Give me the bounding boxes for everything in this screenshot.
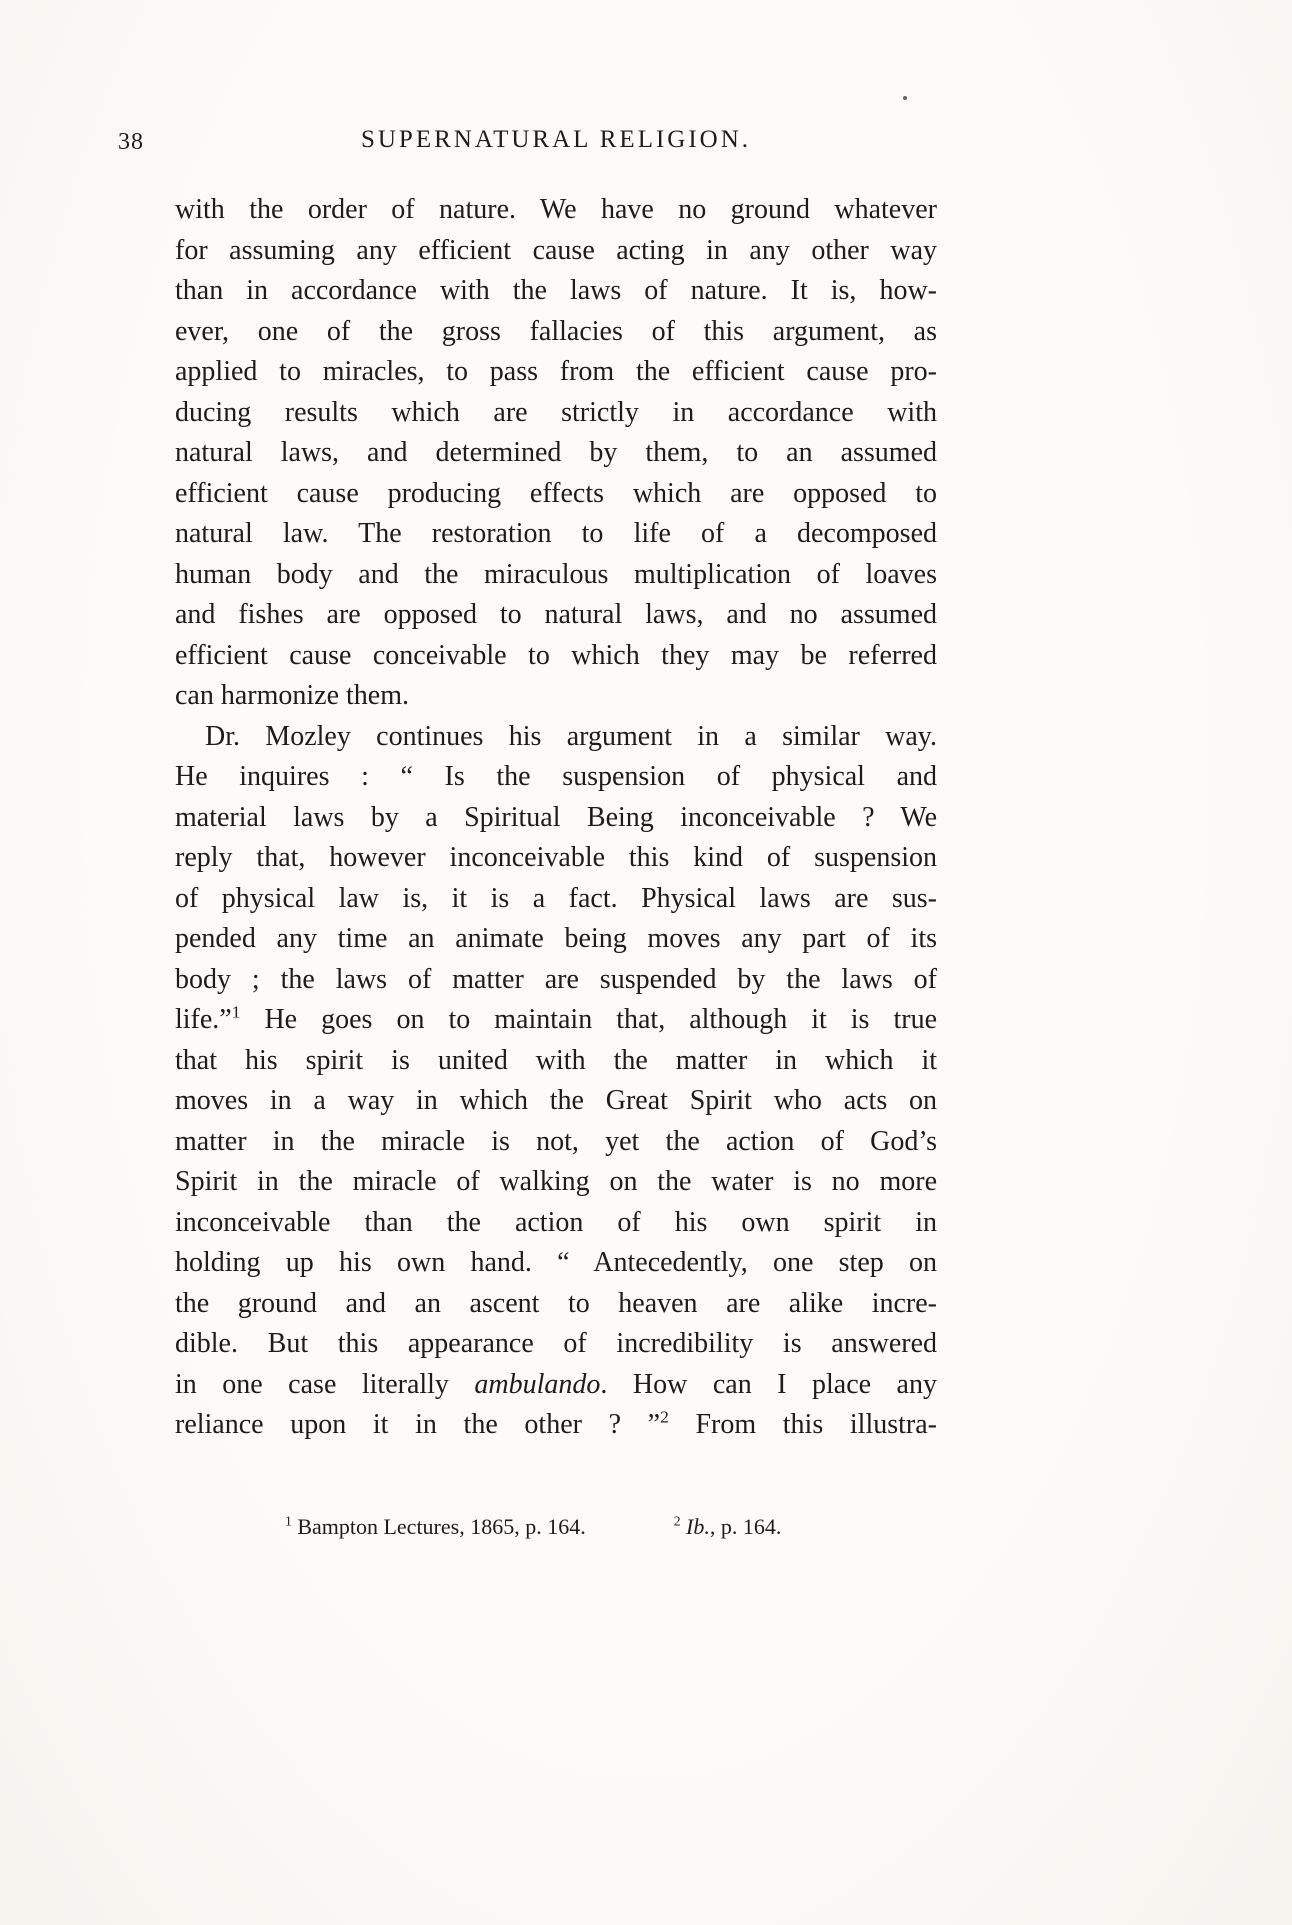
text-line: human body and the miraculous multiplication of loaves: [175, 558, 937, 590]
text-line: inconceivable than the action of his own spirit in: [175, 1206, 937, 1238]
text-line: body ; the laws of matter are suspended by the laws of: [175, 963, 937, 995]
page-number: 38: [118, 129, 144, 155]
text-line: of physical law is, it is a fact. Physical laws are sus-: [175, 882, 937, 914]
text-line: can harmonize them.: [175, 680, 410, 711]
text-line: material laws by a Spiritual Being inconceivable ? We: [175, 801, 937, 833]
text-line: matter in the miracle is not, yet the action of God’s: [175, 1125, 937, 1157]
footnote-1: $^1$ Bampton Lectures, 1865, p. 164.: [285, 1513, 586, 1539]
text-line: the ground and an ascent to heaven are alike incre-: [175, 1287, 937, 1319]
text-line: applied to miracles, to pass from the efficient cause pro-: [175, 356, 937, 387]
text-line: holding up his own hand. “ Antecedently, one step on: [175, 1247, 937, 1278]
text-line: moves in a way in which the Great Spirit who acts on: [175, 1085, 937, 1116]
text-line: efficient cause producing effects which are opposed to: [175, 477, 937, 509]
text-line: Spirit in the miracle of walking on the water is no more: [175, 1166, 937, 1197]
text-line: dible. But this appearance of incredibility is answered: [175, 1328, 937, 1359]
text-line: ducing results which are strictly in accordance with: [175, 396, 937, 428]
text-line: than in accordance with the laws of nature. It is, how-: [175, 275, 937, 306]
text-line: life.”$^1$ He goes on to maintain that, although it is true: [175, 1002, 937, 1035]
footnote-2: $^2$ Ib., p. 164.: [673, 1513, 782, 1539]
scan-artifact-speck: [903, 96, 907, 100]
text-line: and fishes are opposed to natural laws, and no assumed: [175, 599, 937, 630]
text-line: reliance upon it in the other ? ”$^2$ From this illustra-: [175, 1407, 937, 1440]
text-line: ever, one of the gross fallacies of this argument, as: [175, 315, 937, 347]
text-line: Dr. Mozley continues his argument in a similar way.: [205, 720, 937, 752]
text-line: for assuming any efficient cause acting in any other way: [175, 234, 937, 266]
text-line: in one case literally ambulando. How can I place any: [175, 1368, 937, 1400]
text-line: reply that, however inconceivable this kind of suspension: [175, 842, 937, 873]
text-line: He inquires : “ Is the suspension of physical and: [175, 761, 937, 792]
footnotes: [175, 1514, 937, 1540]
body-text: [175, 190, 937, 1446]
page-header-row: [118, 126, 937, 160]
text-line: natural laws, and determined by them, to an assumed: [175, 437, 937, 468]
running-header: SUPERNATURAL RELIGION.: [360, 126, 752, 153]
text-line: pended any time an animate being moves any part of its: [175, 923, 937, 954]
text-line: that his spirit is united with the matter in which it: [175, 1044, 937, 1076]
text-line: efficient cause conceivable to which they may be referred: [175, 639, 937, 671]
text-line: natural law. The restoration to life of a decomposed: [175, 518, 937, 549]
page-content: [118, 126, 937, 1540]
text-line: with the order of nature. We have no ground whatever: [175, 194, 937, 225]
